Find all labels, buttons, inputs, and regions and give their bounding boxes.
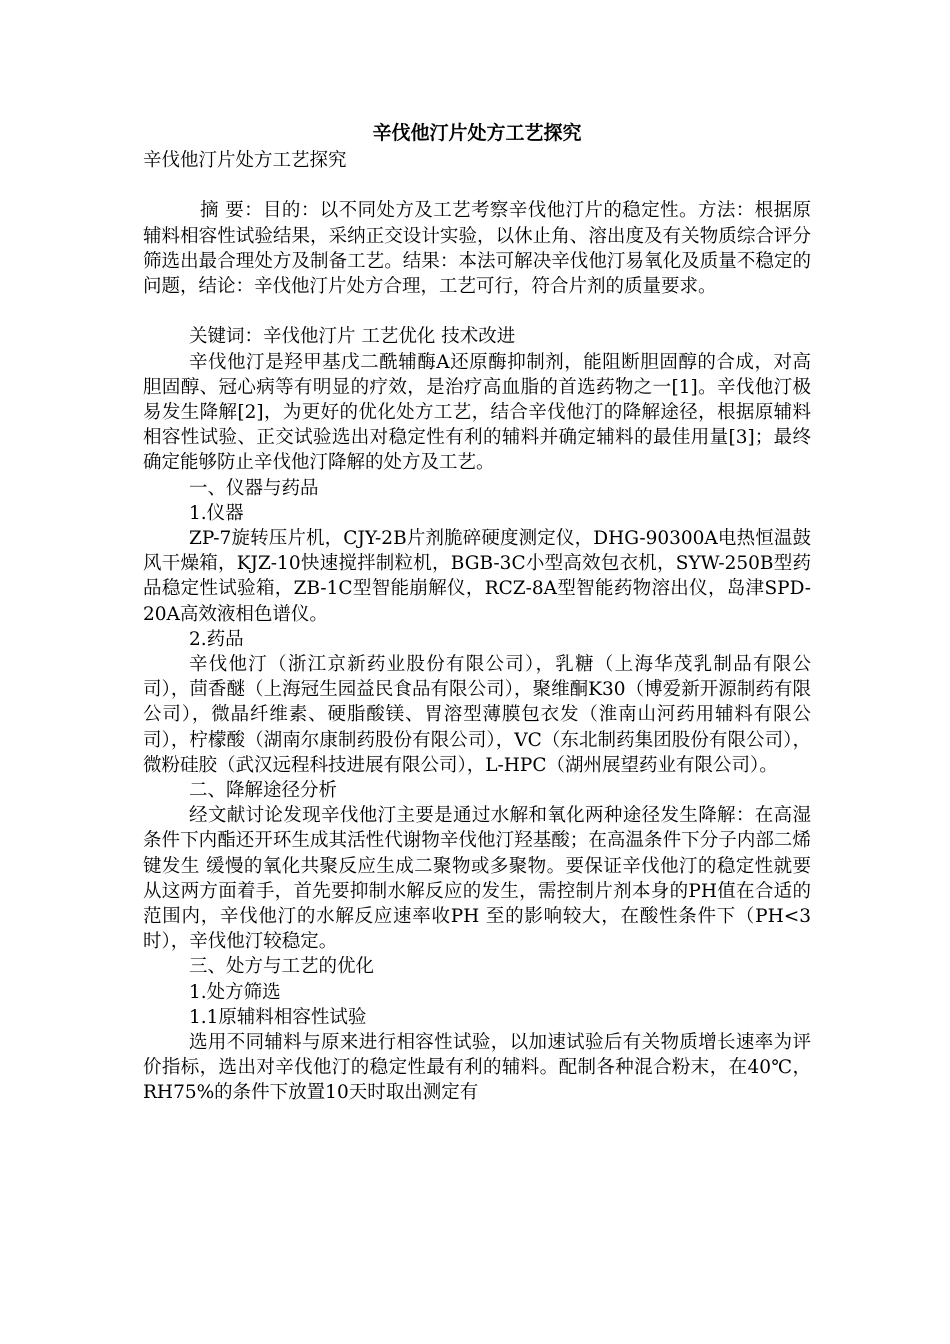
section-heading-instruments-drugs: 一、仪器与药品 (189, 477, 319, 499)
keywords-line: 关键词：辛伐他汀片 工艺优化 技术改进 (189, 326, 516, 348)
degradation-paragraph: 经文献讨论发现辛伐他汀主要是通过水解和氧化两种途径发生降解：在高湿条件下内酯还开环生成其活性代谢物辛伐他汀羟基酸；在高温条件下分子内部二烯键发生 缓慢的氧化共聚反应生成二聚物或多聚物。要保证辛伐他汀的稳定性就要从这两方面着手，首先要抑制水解反应的发生，需控制片剂本身的PH值在合适的范围内，辛伐他汀的水解反应速率收PH 至的影响较大，在酸性条件下（PH<3时），辛伐他汀较稳定。 (143, 805, 811, 953)
document-title: 辛伐他汀片处方工艺探究 (372, 122, 582, 144)
instruments-paragraph: ZP-7旋转压片机，CJY-2B片剂脆碎硬度测定仪，DHG-90300A电热恒温鼓风干燥箱，KJZ-10快速搅拌制粒机，BGB-3C小型高效包衣机，SYW-250B型药品稳定性试验箱，ZB-1C型智能崩解仪，RCZ-8A型智能药物溶出仪，岛津SPD-20A高效液相色谱仪。 (143, 528, 811, 625)
section-heading-degradation: 二、降解途径分析 (189, 780, 338, 802)
compatibility-paragraph: 选用不同辅料与原来进行相容性试验，以加速试验后有关物质增长速率为评价指标，选出对辛伐他汀的稳定性最有利的辅料。配制各种混合粉末，在40℃，RH75%的条件下放置10天时取出测定有 (143, 1032, 811, 1104)
subheading-instruments: 1.仪器 (189, 502, 244, 524)
section-heading-optimization: 三、处方与工艺的优化 (189, 956, 375, 978)
blank-line (143, 299, 811, 324)
subheading-drugs: 2.药品 (189, 628, 244, 650)
document-subtitle: 辛伐他汀片处方工艺探究 (143, 150, 347, 171)
subheading-compatibility-test: 1.1原辅料相容性试验 (189, 1006, 367, 1028)
drugs-paragraph: 辛伐他汀（浙江京新药业股份有限公司），乳糖（上海华茂乳制品有限公司），茴香醚（上海冠生园益民食品有限公司），聚维酮K30（博爱新开源制药有限公司），微晶纤维素、硬脂酸镁、胃溶型薄膜包衣发（淮南山河药用辅料有限公司），柠檬酸（湖南尔康制药股份有限公司），VC（东北制药集团股份有限公司），微粉硅胶（武汉远程科技进展有限公司），L-HPC（湖州展望药业有限公司）。 (143, 654, 811, 776)
intro-paragraph: 辛伐他汀是羟甲基戊二酰辅酶A还原酶抑制剂，能阻断胆固醇的合成，对高胆固醇、冠心病等有明显的疗效，是治疗高血脂的首选药物之一[1]。辛伐他汀极易发生降解[2]，为更好的优化处方工艺，结合辛伐他汀的降解途径，根据原辅料相容性试验、正交试验选出对稳定性有利的辅料并确定辅料的最佳用量[3]；最终确定能够防止辛伐他汀降解的处方及工艺。 (143, 351, 811, 474)
abstract-paragraph: 摘 要：目的：以不同处方及工艺考察辛伐他汀片的稳定性。方法：根据原辅料相容性试验结果，采纳正交设计实验，以休止角、溶出度及有关物质综合评分筛选出最合理处方及制备工艺。结果：本法可解决辛伐他汀易氧化及质量不稳定的问题，结论：辛伐他汀片处方合理，工艺可行，符合片剂的质量要求。 (143, 200, 811, 297)
blank-line (143, 173, 811, 198)
subheading-formulation-screening: 1.处方筛选 (189, 981, 281, 1003)
document-page (143, 118, 811, 1106)
